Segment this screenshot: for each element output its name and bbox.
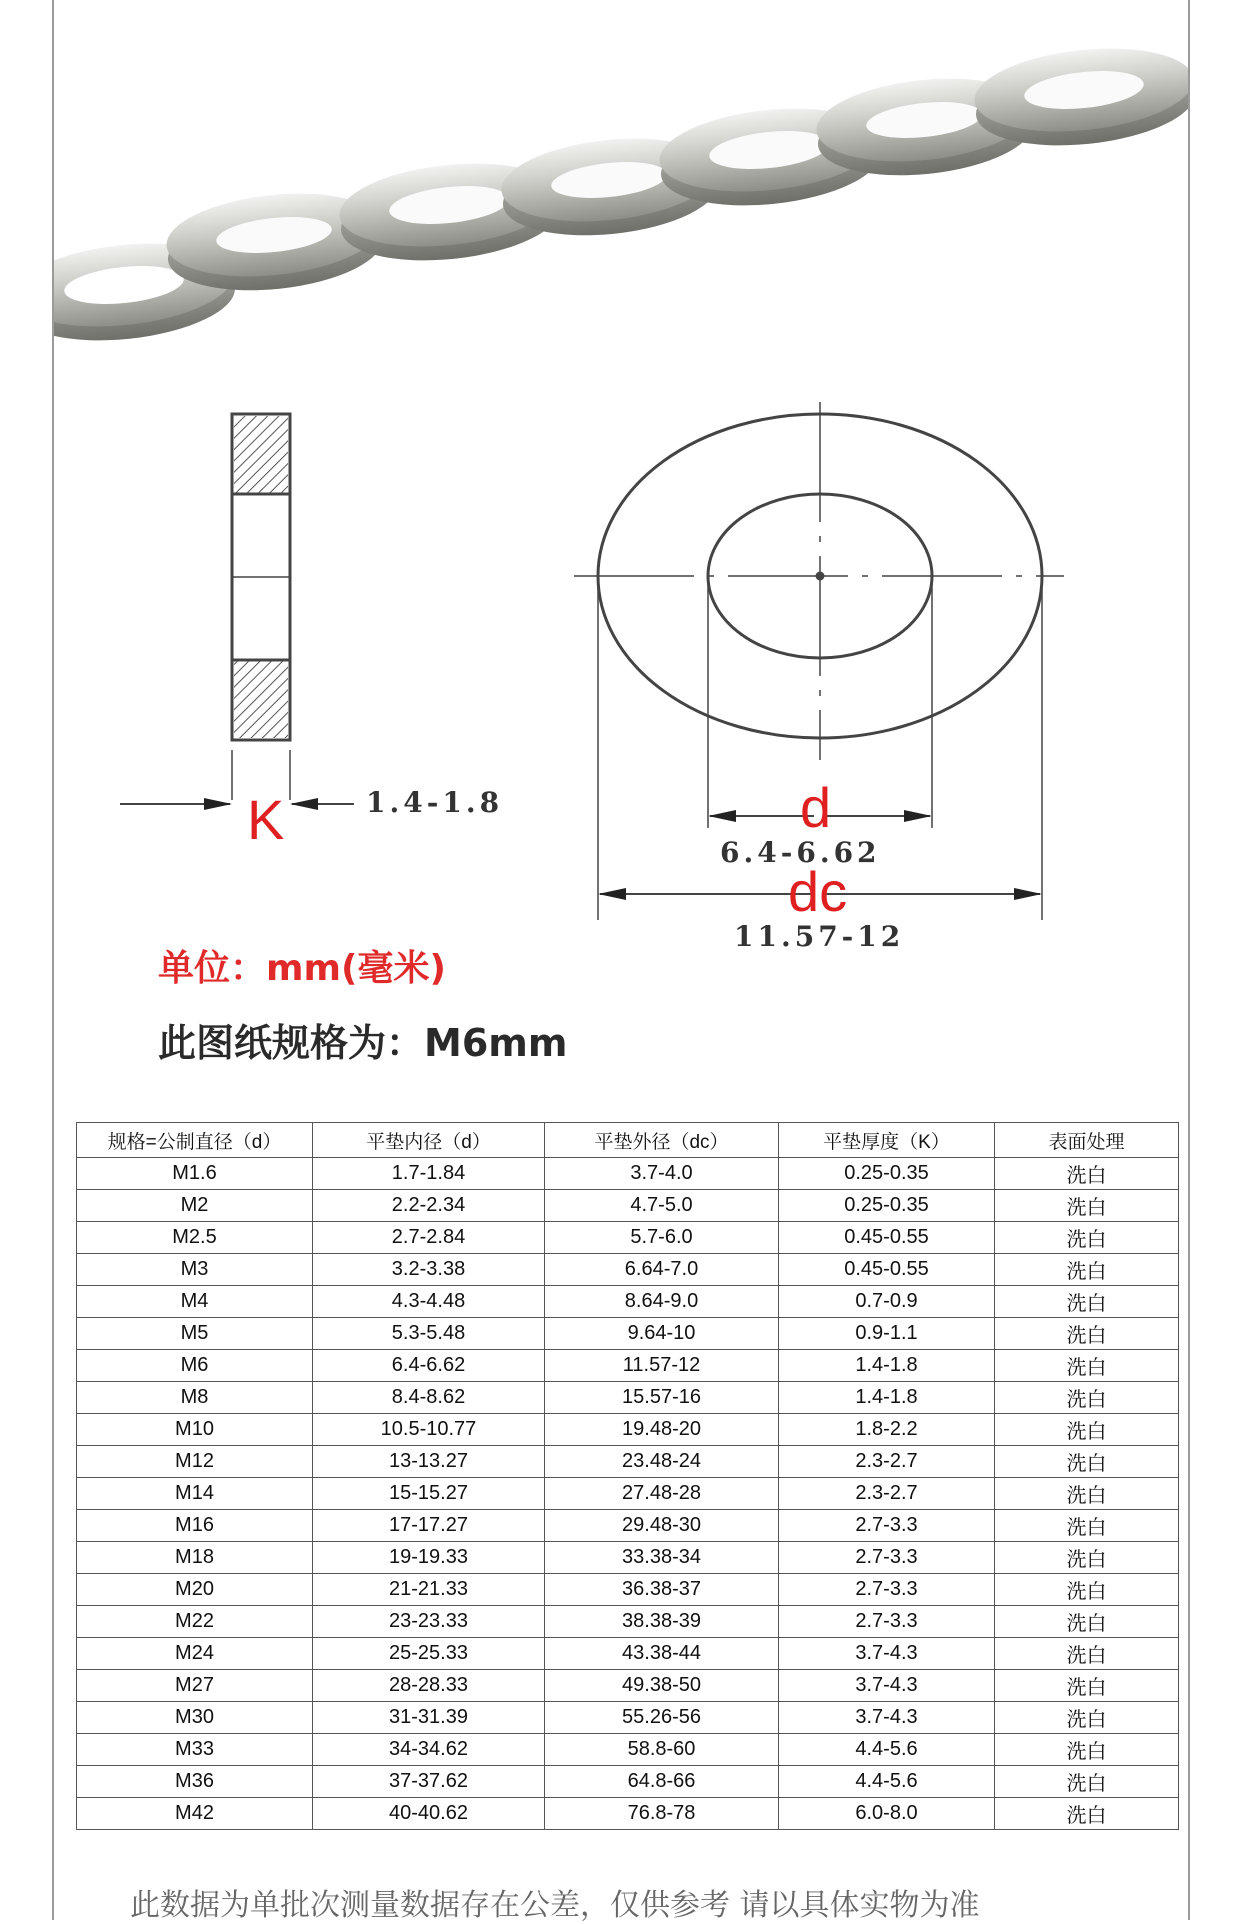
cell-size: M33 — [77, 1734, 313, 1766]
header-size: 规格=公制直径（d） — [77, 1123, 313, 1158]
cell-inner-diameter: 31-31.39 — [313, 1702, 545, 1734]
cell-thickness: 0.45-0.55 — [779, 1222, 995, 1254]
table-row — [77, 1414, 1179, 1446]
cell-inner-diameter: 3.2-3.38 — [313, 1254, 545, 1286]
cell-inner-diameter: 1.7-1.84 — [313, 1158, 545, 1190]
cell-size: M27 — [77, 1670, 313, 1702]
cell-outer-diameter: 23.48-24 — [545, 1446, 779, 1478]
table-row — [77, 1350, 1179, 1382]
cell-surface-treatment: 洗白 — [995, 1798, 1179, 1830]
cell-thickness: 0.7-0.9 — [779, 1286, 995, 1318]
table-row — [77, 1318, 1179, 1350]
cell-thickness: 0.45-0.55 — [779, 1254, 995, 1286]
cell-size: M16 — [77, 1510, 313, 1542]
table-row — [77, 1222, 1179, 1254]
cell-size: M3 — [77, 1254, 313, 1286]
cell-thickness: 0.25-0.35 — [779, 1158, 995, 1190]
cell-outer-diameter: 5.7-6.0 — [545, 1222, 779, 1254]
cell-size: M42 — [77, 1798, 313, 1830]
outer-diameter-value: 11.57-12 — [734, 920, 905, 953]
cell-outer-diameter: 76.8-78 — [545, 1798, 779, 1830]
cell-outer-diameter: 3.7-4.0 — [545, 1158, 779, 1190]
cell-outer-diameter: 8.64-9.0 — [545, 1286, 779, 1318]
cell-size: M12 — [77, 1446, 313, 1478]
table-row — [77, 1670, 1179, 1702]
cell-size: M24 — [77, 1638, 313, 1670]
cell-outer-diameter: 64.8-66 — [545, 1766, 779, 1798]
cell-outer-diameter: 9.64-10 — [545, 1318, 779, 1350]
cell-surface-treatment: 洗白 — [995, 1414, 1179, 1446]
cell-surface-treatment: 洗白 — [995, 1574, 1179, 1606]
cell-surface-treatment: 洗白 — [995, 1350, 1179, 1382]
outer-diameter-label: dc — [788, 860, 848, 923]
table-row — [77, 1734, 1179, 1766]
cell-inner-diameter: 8.4-8.62 — [313, 1382, 545, 1414]
table-row — [77, 1254, 1179, 1286]
cell-inner-diameter: 21-21.33 — [313, 1574, 545, 1606]
cell-inner-diameter: 25-25.33 — [313, 1638, 545, 1670]
cell-surface-treatment: 洗白 — [995, 1286, 1179, 1318]
cell-thickness: 2.7-3.3 — [779, 1574, 995, 1606]
cell-surface-treatment: 洗白 — [995, 1318, 1179, 1350]
table-row — [77, 1286, 1179, 1318]
cell-thickness: 3.7-4.3 — [779, 1702, 995, 1734]
cell-surface-treatment: 洗白 — [995, 1382, 1179, 1414]
cell-inner-diameter: 2.2-2.34 — [313, 1190, 545, 1222]
cell-surface-treatment: 洗白 — [995, 1478, 1179, 1510]
product-photo — [54, 0, 1188, 380]
cell-outer-diameter: 49.38-50 — [545, 1670, 779, 1702]
cell-surface-treatment: 洗白 — [995, 1190, 1179, 1222]
cell-surface-treatment: 洗白 — [995, 1702, 1179, 1734]
cell-inner-diameter: 5.3-5.48 — [313, 1318, 545, 1350]
spec-table-container — [76, 1122, 1178, 1830]
cell-thickness: 3.7-4.3 — [779, 1638, 995, 1670]
cell-size: M22 — [77, 1606, 313, 1638]
footer-note: 此数据为单批次测量数据存在公差，仅供参考 请以具体实物为准 — [130, 1888, 980, 1923]
cell-thickness: 4.4-5.6 — [779, 1734, 995, 1766]
cell-size: M4 — [77, 1286, 313, 1318]
cell-thickness: 1.4-1.8 — [779, 1382, 995, 1414]
table-row — [77, 1542, 1179, 1574]
washers-photo-illustration — [54, 0, 1188, 380]
table-header-row — [77, 1123, 1179, 1158]
table-row — [77, 1158, 1179, 1190]
table-row — [77, 1382, 1179, 1414]
cell-outer-diameter: 36.38-37 — [545, 1574, 779, 1606]
cell-outer-diameter: 43.38-44 — [545, 1638, 779, 1670]
cell-surface-treatment: 洗白 — [995, 1670, 1179, 1702]
cell-size: M10 — [77, 1414, 313, 1446]
spec-note: 此图纸规格为：M6mm — [158, 1021, 568, 1065]
table-row — [77, 1638, 1179, 1670]
cell-outer-diameter: 29.48-30 — [545, 1510, 779, 1542]
cell-size: M20 — [77, 1574, 313, 1606]
header-surface-treatment: 表面处理 — [995, 1123, 1179, 1158]
table-body — [77, 1158, 1179, 1830]
cell-inner-diameter: 17-17.27 — [313, 1510, 545, 1542]
washer-stack — [54, 39, 1188, 350]
cell-thickness: 1.8-2.2 — [779, 1414, 995, 1446]
header-outer-diameter: 平垫外径（dc） — [545, 1123, 779, 1158]
side-view — [120, 414, 354, 804]
cell-surface-treatment: 洗白 — [995, 1606, 1179, 1638]
cell-inner-diameter: 40-40.62 — [313, 1798, 545, 1830]
cell-surface-treatment: 洗白 — [995, 1254, 1179, 1286]
table-row — [77, 1190, 1179, 1222]
cell-outer-diameter: 6.64-7.0 — [545, 1254, 779, 1286]
table-row — [77, 1702, 1179, 1734]
inner-diameter-value: 6.4-6.62 — [720, 836, 881, 869]
inner-diameter-label: d — [800, 776, 832, 839]
cell-surface-treatment: 洗白 — [995, 1766, 1179, 1798]
cell-thickness: 1.4-1.8 — [779, 1350, 995, 1382]
table-row — [77, 1766, 1179, 1798]
cell-surface-treatment: 洗白 — [995, 1542, 1179, 1574]
thickness-value: 1.4-1.8 — [366, 786, 504, 819]
cell-surface-treatment: 洗白 — [995, 1510, 1179, 1542]
cell-outer-diameter: 33.38-34 — [545, 1542, 779, 1574]
cell-surface-treatment: 洗白 — [995, 1158, 1179, 1190]
cell-inner-diameter: 10.5-10.77 — [313, 1414, 545, 1446]
header-inner-diameter: 平垫内径（d） — [313, 1123, 545, 1158]
cell-outer-diameter: 4.7-5.0 — [545, 1190, 779, 1222]
cell-thickness: 2.7-3.3 — [779, 1510, 995, 1542]
cell-size: M6 — [77, 1350, 313, 1382]
header-thickness: 平垫厚度（K） — [779, 1123, 995, 1158]
cell-thickness: 0.9-1.1 — [779, 1318, 995, 1350]
cell-size: M2.5 — [77, 1222, 313, 1254]
cell-surface-treatment: 洗白 — [995, 1222, 1179, 1254]
cell-thickness: 2.7-3.3 — [779, 1606, 995, 1638]
table-row — [77, 1446, 1179, 1478]
cell-inner-diameter: 28-28.33 — [313, 1670, 545, 1702]
cell-outer-diameter: 15.57-16 — [545, 1382, 779, 1414]
cell-outer-diameter: 38.38-39 — [545, 1606, 779, 1638]
cell-inner-diameter: 4.3-4.48 — [313, 1286, 545, 1318]
cell-size: M18 — [77, 1542, 313, 1574]
table-row — [77, 1510, 1179, 1542]
cell-thickness: 3.7-4.3 — [779, 1670, 995, 1702]
cell-surface-treatment: 洗白 — [995, 1734, 1179, 1766]
cell-thickness: 4.4-5.6 — [779, 1766, 995, 1798]
cell-inner-diameter: 15-15.27 — [313, 1478, 545, 1510]
cell-outer-diameter: 19.48-20 — [545, 1414, 779, 1446]
thickness-label: K — [247, 788, 285, 851]
table-row — [77, 1478, 1179, 1510]
cell-size: M30 — [77, 1702, 313, 1734]
cell-inner-diameter: 2.7-2.84 — [313, 1222, 545, 1254]
cell-outer-diameter: 58.8-60 — [545, 1734, 779, 1766]
table-row — [77, 1606, 1179, 1638]
cell-size: M8 — [77, 1382, 313, 1414]
table-row — [77, 1574, 1179, 1606]
cell-thickness: 0.25-0.35 — [779, 1190, 995, 1222]
cell-size: M14 — [77, 1478, 313, 1510]
cell-thickness: 2.3-2.7 — [779, 1446, 995, 1478]
cell-surface-treatment: 洗白 — [995, 1638, 1179, 1670]
cell-inner-diameter: 19-19.33 — [313, 1542, 545, 1574]
frame-right-border — [1188, 0, 1190, 1920]
cell-outer-diameter: 55.26-56 — [545, 1702, 779, 1734]
cell-size: M2 — [77, 1190, 313, 1222]
cell-size: M5 — [77, 1318, 313, 1350]
technical-drawing — [54, 380, 1188, 1080]
cell-thickness: 2.3-2.7 — [779, 1478, 995, 1510]
cell-outer-diameter: 27.48-28 — [545, 1478, 779, 1510]
cell-size: M1.6 — [77, 1158, 313, 1190]
cell-inner-diameter: 13-13.27 — [313, 1446, 545, 1478]
cell-inner-diameter: 6.4-6.62 — [313, 1350, 545, 1382]
cell-size: M36 — [77, 1766, 313, 1798]
unit-note: 单位：mm(毫米) — [158, 948, 446, 989]
cell-inner-diameter: 37-37.62 — [313, 1766, 545, 1798]
cell-outer-diameter: 11.57-12 — [545, 1350, 779, 1382]
cell-thickness: 2.7-3.3 — [779, 1542, 995, 1574]
spec-table — [76, 1122, 1179, 1830]
cell-thickness: 6.0-8.0 — [779, 1798, 995, 1830]
cell-inner-diameter: 34-34.62 — [313, 1734, 545, 1766]
cell-surface-treatment: 洗白 — [995, 1446, 1179, 1478]
table-row — [77, 1798, 1179, 1830]
cell-inner-diameter: 23-23.33 — [313, 1606, 545, 1638]
